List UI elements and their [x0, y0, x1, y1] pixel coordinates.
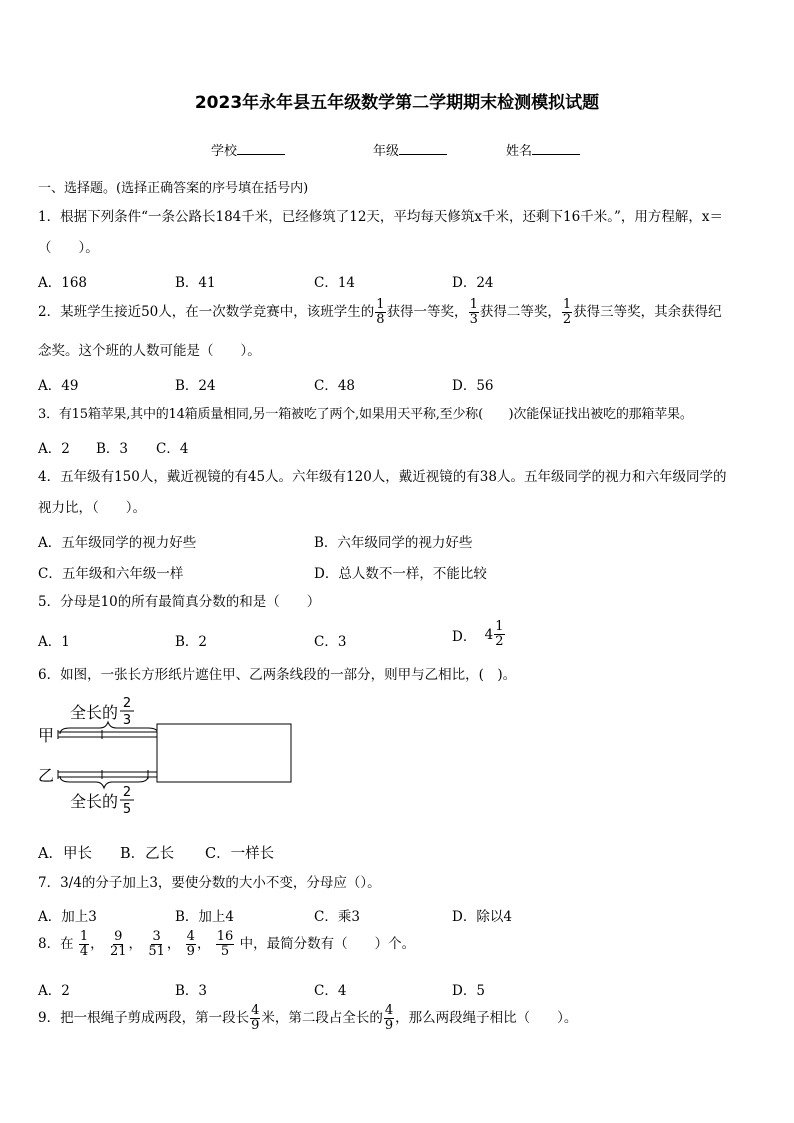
q8-post: 中，最简分数有（ ）个。 [239, 936, 416, 952]
name-blank[interactable] [532, 142, 580, 155]
q3-option-b[interactable]: B．3 [96, 441, 129, 457]
q7-text: 7．3/4的分子加上3，要使分数的大小不变，分母应（）。 [38, 875, 381, 891]
q3-option-a[interactable]: A．2 [38, 441, 70, 457]
q1-option-a[interactable]: A．168 [38, 275, 88, 291]
q6-bottom-brace [60, 776, 148, 788]
q6-yi-label: 乙 [38, 766, 55, 785]
q7-option-d[interactable]: D．除以4 [452, 909, 512, 925]
q8-fraction-3: $\frac{3}{51}$ [148, 929, 165, 959]
q5-option-c[interactable]: C．3 [314, 634, 347, 650]
q5-option-a[interactable]: A．1 [38, 634, 70, 650]
q2-pre: 2．某班学生接近50人，在一次数学竞赛中，该班学生的 [38, 304, 375, 320]
q8-fraction-4: $\frac{4}{9}$ [186, 929, 195, 959]
q2-fraction-3: $\frac{1}{2}$ [562, 297, 572, 327]
name-field[interactable] [506, 140, 580, 159]
q4-text-line2: 视力比，（ ）。 [38, 500, 146, 516]
q5-text: 5．分母是10的所有最简真分数的和是（ ） [38, 594, 321, 610]
q2-post: 获得三等奖，其余获得纪 [573, 304, 722, 320]
q6-option-b[interactable]: B．乙长 [120, 846, 175, 862]
q1-text-line2: （ ）。 [38, 240, 99, 256]
q8-fraction-1: $\frac{1}{4}$ [79, 929, 89, 959]
q4-text-line1: 4．五年级有150人，戴近视镜的有45人。六年级有120人，戴近视镜的有38人。五年级同学的视力和六年级同学的 [38, 469, 727, 485]
q6-top-frac-num: 2 [122, 696, 132, 711]
q7-option-c[interactable]: C．乘3 [314, 909, 360, 925]
q1-option-c[interactable]: C．14 [314, 275, 356, 291]
q2-option-a[interactable]: A．49 [38, 378, 79, 394]
q6-option-a[interactable]: A．甲长 [38, 846, 92, 862]
q9-fraction-1: $\frac{4}{9}$ [251, 1003, 260, 1033]
q6-jia-label: 甲 [38, 726, 55, 745]
q2-mid2: 获得二等奖， [479, 304, 561, 320]
q6-text: 6．如图，一张长方形纸片遮住甲、乙两条线段的一部分，则甲与乙相比，( )。 [38, 667, 517, 683]
q4-option-a[interactable]: A．五年级同学的视力好些 [38, 535, 197, 551]
q5-option-d-label: D． [452, 628, 477, 645]
q1-option-b[interactable]: B．41 [175, 275, 216, 291]
q2-fraction-2: $\frac{1}{3}$ [469, 297, 478, 327]
q4-option-b[interactable]: B．六年级同学的视力好些 [314, 535, 473, 551]
q7-option-a[interactable]: A．加上3 [38, 909, 97, 925]
q5-fraction: $\frac{1}{2}$ [495, 619, 504, 649]
q8-option-a[interactable]: A．2 [38, 983, 70, 999]
q5-mixed-number [485, 620, 506, 649]
q9-mid: 米，第二段占全长的 [261, 1010, 383, 1026]
q9-fraction-2: $\frac{4}{9}$ [384, 1003, 394, 1033]
q2-mid1: 获得一等奖， [386, 304, 468, 320]
q6-bottom-frac-den: 5 [122, 802, 132, 817]
q8-option-d[interactable]: D．5 [452, 983, 485, 999]
q6-top-label: 全长的 [70, 703, 119, 722]
school-field[interactable] [211, 140, 285, 159]
q6-option-c[interactable]: C．一样长 [205, 846, 275, 862]
q5-whole: 4 [484, 626, 494, 643]
q4-option-d[interactable]: D．总人数不一样，不能比较 [314, 566, 487, 582]
q6-bottom-label: 全长的 [70, 792, 119, 811]
q5-option-b[interactable]: B．2 [175, 634, 208, 650]
q4-option-c[interactable]: C．五年级和六年级一样 [38, 566, 184, 582]
q3-text: 3．有15箱苹果,其中的14箱质量相同,另一箱被吃了两个,如果用天平称,至少称( )次能保证找出被吃的那箱苹果。 [38, 407, 693, 422]
q8-pre: 8．在 [38, 936, 74, 952]
q6-top-frac-den: 3 [122, 713, 132, 728]
q9-post: ，那么两段绳子相比（ ）。 [395, 1010, 578, 1026]
q2-fraction-1: $\frac{1}{8}$ [376, 297, 385, 327]
grade-field[interactable] [373, 140, 447, 159]
q8-fraction-5: $\frac{16}{5}$ [216, 929, 234, 959]
q5-option-d[interactable] [452, 620, 506, 649]
q7-option-b[interactable]: B．加上4 [175, 909, 235, 925]
q2-text-line2: 念奖。这个班的人数可能是（ ）。 [38, 343, 261, 359]
q2-option-b[interactable]: B．24 [175, 378, 216, 394]
q2-option-d[interactable]: D．56 [452, 378, 494, 394]
q8-option-c[interactable]: C．4 [314, 983, 347, 999]
q2-option-c[interactable]: C．48 [314, 378, 356, 394]
q6-figure [30, 692, 300, 822]
q6-paper-rectangle [157, 724, 291, 782]
q1-text-line1: 1．根据下列条件“一条公路长184千米，已经修筑了12天，平均每天修筑x千米，还剩下16千米。”，用方程解，x＝ [38, 209, 723, 225]
school-label: 学校 [211, 144, 238, 159]
q1-option-d[interactable]: D．24 [452, 275, 494, 291]
q3-option-c[interactable]: C．4 [156, 441, 189, 457]
name-label: 姓名 [506, 144, 533, 159]
q9-text [38, 1004, 577, 1033]
q6-bottom-frac-num: 2 [122, 785, 132, 800]
q8-text: 8．在 $\frac{1}{4}$ ， $\frac{9}{21}$ ， $\frac{3}{51}$ ， $\frac{4}{9}$ ， $\frac{16}{5}$ 中，最简分数有（ ）个。 [38, 929, 416, 959]
section-heading: 一、选择题。(选择正确答案的序号填在括号内) [38, 181, 309, 196]
grade-label: 年级 [373, 144, 400, 159]
q8-fraction-2: $\frac{9}{21}$ [109, 929, 127, 959]
q9-pre: 9．把一根绳子剪成两段，第一段长 [38, 1010, 250, 1026]
grade-blank[interactable] [399, 142, 447, 155]
q8-option-b[interactable]: B．3 [175, 983, 208, 999]
school-blank[interactable] [237, 142, 285, 155]
page-title: 2023年永年县五年级数学第二学期期末检测模拟试题 [194, 93, 600, 113]
q2-text-line1 [38, 298, 722, 327]
